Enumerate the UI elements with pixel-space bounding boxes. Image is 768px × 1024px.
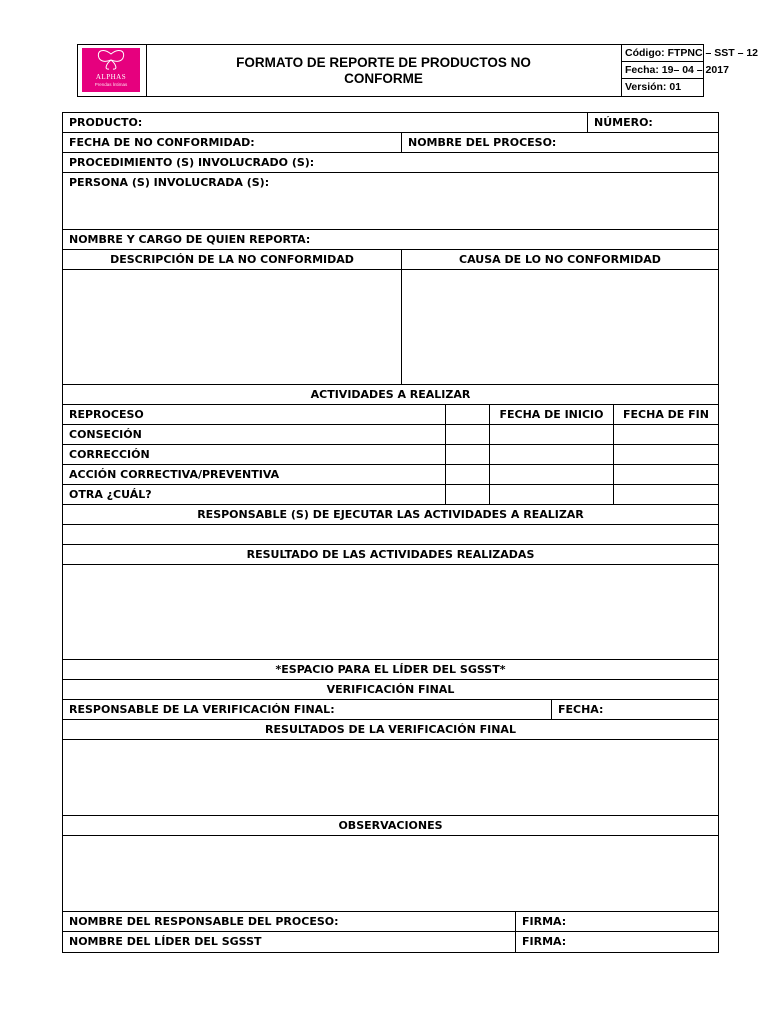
- activity-check-cell[interactable]: [446, 445, 490, 464]
- persona-label: PERSONA (S) INVOLUCRADA (S):: [69, 176, 270, 189]
- procedimiento-label: PROCEDIMIENTO (S) INVOLUCRADO (S):: [69, 156, 315, 169]
- logo-tagline: Prendas Íntimas: [94, 82, 128, 87]
- espacio-lider-heading: *ESPACIO PARA EL LÍDER DEL SGSST*: [275, 663, 506, 676]
- report-form: [62, 112, 719, 953]
- logo-brand-text: ALPHAS: [95, 73, 127, 81]
- actividades-header-row: [63, 385, 718, 405]
- nombre-lider-label: NOMBRE DEL LÍDER DEL SGSST: [69, 935, 262, 948]
- fecha-verificacion-field[interactable]: [552, 700, 718, 719]
- fecha-fin-cell[interactable]: [614, 445, 718, 464]
- resultado-actividades-body-row: [63, 565, 718, 660]
- verificacion-final-heading: VERIFICACIÓN FINAL: [326, 683, 455, 696]
- numero-label: NÚMERO:: [594, 116, 653, 129]
- fecha-inicio-heading: FECHA DE INICIO: [490, 405, 614, 424]
- responsable-ejecutar-heading: RESPONSABLE (S) DE EJECUTAR LAS ACTIVIDADES A REALIZAR: [197, 508, 584, 521]
- espacio-lider-row: [63, 660, 718, 680]
- activity-check-cell[interactable]: [446, 485, 490, 504]
- nombre-cargo-field[interactable]: [63, 230, 718, 249]
- nombre-proceso-label: NOMBRE DEL PROCESO:: [408, 136, 557, 149]
- activity-row: [63, 425, 718, 445]
- responsable-verificacion-field[interactable]: [63, 700, 552, 719]
- numero-field[interactable]: [588, 113, 718, 132]
- descripcion-textarea[interactable]: [63, 270, 402, 384]
- activity-label: OTRA ¿CUÁL?: [63, 485, 446, 504]
- fecha-label: Fecha: 19– 04 – 2017: [621, 62, 703, 79]
- responsable-ejecutar-header-row: [63, 505, 718, 525]
- causa-textarea[interactable]: [402, 270, 718, 384]
- nombre-responsable-proceso-label: NOMBRE DEL RESPONSABLE DEL PROCESO:: [69, 915, 339, 928]
- fecha-fin-cell[interactable]: [614, 485, 718, 504]
- activity-check-cell[interactable]: [446, 465, 490, 484]
- nombre-responsable-proceso-field[interactable]: [63, 912, 516, 931]
- logo-cell: [78, 45, 147, 96]
- actividades-heading: ACTIVIDADES A REALIZAR: [310, 388, 471, 401]
- activity-label: CORRECCIÓN: [63, 445, 446, 464]
- persona-row: [63, 173, 718, 230]
- descripcion-heading: DESCRIPCIÓN DE LA NO CONFORMIDAD: [63, 250, 402, 269]
- resultado-actividades-textarea[interactable]: [63, 565, 718, 659]
- responsable-proceso-firma-row: [63, 912, 718, 932]
- butterfly-icon: [82, 48, 140, 72]
- responsable-verificacion-label: RESPONSABLE DE LA VERIFICACIÓN FINAL:: [69, 703, 335, 716]
- activity-label: ACCIÓN CORRECTIVA/PREVENTIVA: [63, 465, 446, 484]
- fecha-verificacion-label: FECHA:: [558, 703, 604, 716]
- document-meta: [621, 45, 759, 96]
- activity-label: REPROCESO: [63, 405, 446, 424]
- activity-label: CONSECIÓN: [63, 425, 446, 444]
- resultados-verificacion-body-row: [63, 740, 718, 816]
- resultados-verificacion-textarea[interactable]: [63, 740, 718, 815]
- procedimiento-field[interactable]: [63, 153, 718, 172]
- fecha-inicio-cell[interactable]: [490, 485, 614, 504]
- nombre-cargo-row: [63, 230, 718, 250]
- nombre-lider-field[interactable]: [63, 932, 516, 952]
- fecha-inicio-cell[interactable]: [490, 465, 614, 484]
- producto-label: PRODUCTO:: [69, 116, 143, 129]
- resultados-verificacion-heading: RESULTADOS DE LA VERIFICACIÓN FINAL: [265, 723, 516, 736]
- resultado-actividades-header-row: [63, 545, 718, 565]
- lider-firma-row: [63, 932, 718, 952]
- fecha-fin-cell[interactable]: [614, 465, 718, 484]
- observaciones-header-row: [63, 816, 718, 836]
- producto-field[interactable]: [63, 113, 588, 132]
- resultado-actividades-heading: RESULTADO DE LAS ACTIVIDADES REALIZADAS: [246, 548, 535, 561]
- fecha-inicio-cell[interactable]: [490, 425, 614, 444]
- activity-row: [63, 445, 718, 465]
- document-header: [77, 44, 759, 97]
- causa-heading: CAUSA DE LO NO CONFORMIDAD: [459, 253, 661, 266]
- activity-row: [63, 465, 718, 485]
- observaciones-body-row: [63, 836, 718, 912]
- activity-row: [63, 405, 718, 425]
- responsable-ejecutar-field[interactable]: [63, 525, 718, 544]
- observaciones-heading: OBSERVACIONES: [338, 819, 443, 832]
- firma-responsable-label: FIRMA:: [522, 915, 567, 928]
- observaciones-textarea[interactable]: [63, 836, 718, 911]
- responsable-ejecutar-body-row: [63, 525, 718, 545]
- descripcion-causa-body-row: [63, 270, 718, 385]
- document-title: FORMATO DE REPORTE DE PRODUCTOS NO CONFORME: [236, 54, 531, 86]
- persona-field[interactable]: [63, 173, 718, 229]
- resultados-verificacion-header-row: [63, 720, 718, 740]
- document-title-cell: [146, 45, 622, 96]
- producto-row: [63, 113, 718, 133]
- activity-check-cell[interactable]: [446, 425, 490, 444]
- firma-lider-field[interactable]: [516, 932, 718, 952]
- firma-lider-label: FIRMA:: [522, 935, 567, 948]
- activity-check-cell[interactable]: [446, 405, 490, 424]
- fecha-no-conformidad-label: FECHA DE NO CONFORMIDAD:: [69, 136, 255, 149]
- version-label: Versión: 01: [625, 81, 682, 93]
- nombre-cargo-label: NOMBRE Y CARGO DE QUIEN REPORTA:: [69, 233, 311, 246]
- fecha-inicio-cell[interactable]: [490, 445, 614, 464]
- codigo-label: Código: FTPNC – SST – 12: [621, 45, 703, 62]
- descripcion-causa-header-row: [63, 250, 718, 270]
- fecha-proceso-row: [63, 133, 718, 153]
- nombre-proceso-field[interactable]: [402, 133, 718, 152]
- verificacion-final-row: [63, 680, 718, 700]
- fecha-no-conformidad-field[interactable]: [63, 133, 402, 152]
- firma-responsable-field[interactable]: [516, 912, 718, 931]
- company-logo: [82, 48, 140, 92]
- fecha-fin-heading: FECHA DE FIN: [623, 408, 709, 421]
- activity-row: [63, 485, 718, 505]
- responsable-verificacion-row: [63, 700, 718, 720]
- procedimiento-row: [63, 153, 718, 173]
- fecha-fin-cell[interactable]: [614, 425, 718, 444]
